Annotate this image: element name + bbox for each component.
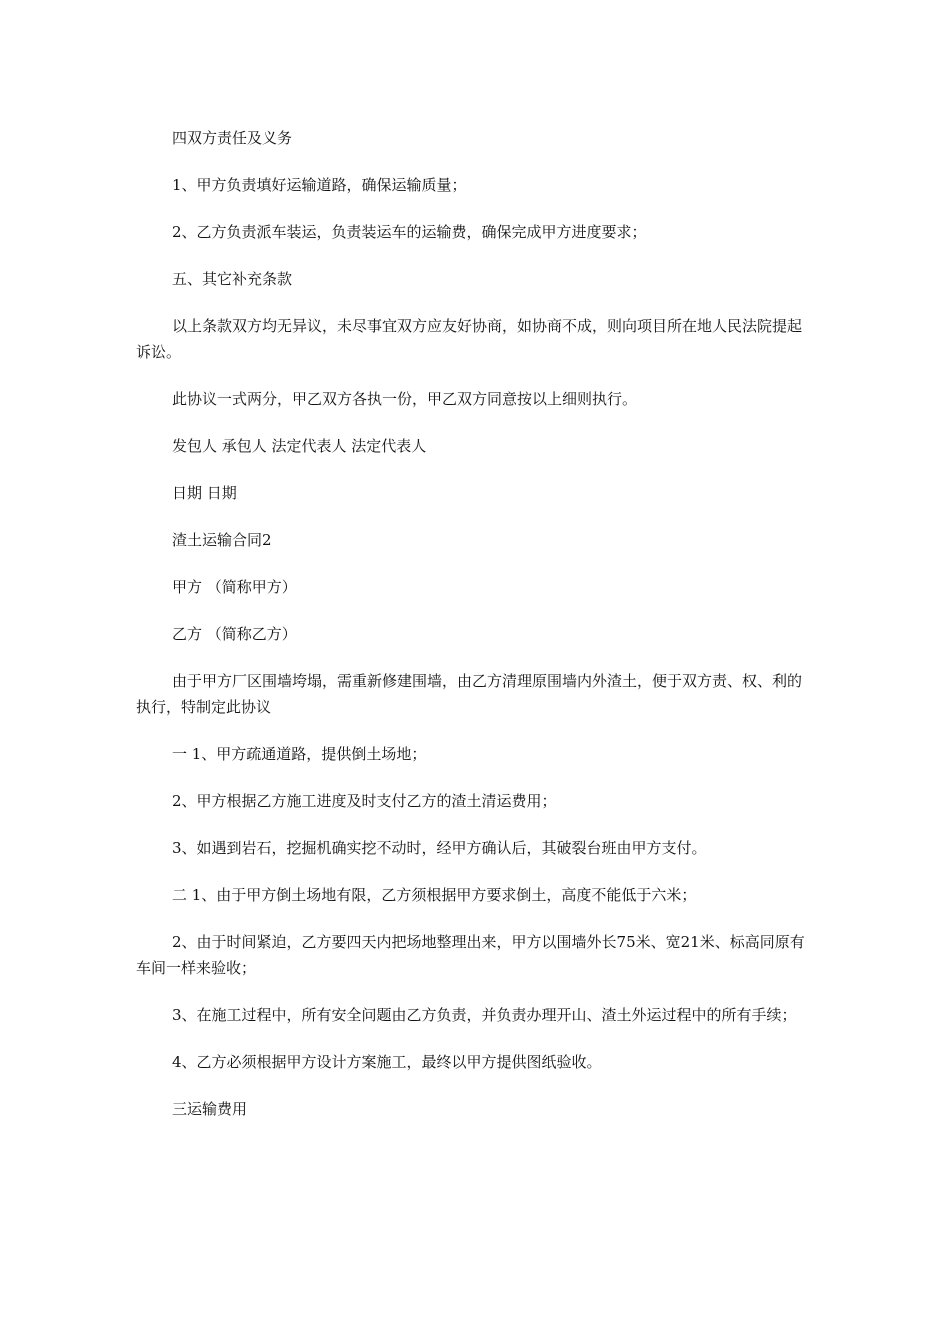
section-heading-responsibilities: 四双方责任及义务 [172,129,293,147]
clause-paragraph: 2、乙方负责派车装运，负责装运车的运输费，确保完成甲方进度要求； [172,223,647,241]
clause-paragraph: 2、甲方根据乙方施工进度及时支付乙方的渣土清运费用； [172,792,557,810]
section-heading-transport-fees: 三运输费用 [172,1100,248,1118]
date-line: 日期 日期 [172,484,237,502]
party-b-line: 乙方 （简称乙方） [172,625,297,643]
clause-paragraph: 以上条款双方均无异议，未尽事宜双方应友好协商，如协商不成，则向项目所在地人民法院提起诉讼。 [136,317,803,361]
clause-paragraph: 4、乙方必须根据甲方设计方案施工，最终以甲方提供图纸验收。 [172,1053,602,1071]
clause-paragraph: 3、在施工过程中，所有安全问题由乙方负责，并负责办理开山、渣土外运过程中的所有手续； [172,1006,797,1024]
document-body [136,125,816,1143]
signature-line: 发包人 承包人 法定代表人 法定代表人 [172,437,427,455]
section-heading-supplementary: 五、其它补充条款 [172,270,293,288]
clause-paragraph: 一 1、甲方疏通道路，提供倒土场地； [172,745,427,763]
clause-paragraph: 二 1、由于甲方倒土场地有限，乙方须根据甲方要求倒土，高度不能低于六米； [172,886,697,904]
clause-paragraph: 1、甲方负责填好运输道路，确保运输质量； [172,176,467,194]
preamble-paragraph: 由于甲方厂区围墙垮塌，需重新修建围墙，由乙方清理原围墙内外渣土，便于双方责、权、利的执行，特制定此协议 [136,672,803,716]
party-a-line: 甲方 （简称甲方） [172,578,297,596]
clause-paragraph: 2、由于时间紧迫，乙方要四天内把场地整理出来，甲方以围墙外长75米、宽21米、标高同原有车间一样来验收； [136,933,805,977]
clause-paragraph: 3、如遇到岩石，挖掘机确实挖不动时，经甲方确认后，其破裂台班由甲方支付。 [172,839,707,857]
clause-paragraph: 此协议一式两分，甲乙双方各执一份，甲乙双方同意按以上细则执行。 [172,390,638,408]
contract-title: 渣土运输合同2 [172,531,272,549]
